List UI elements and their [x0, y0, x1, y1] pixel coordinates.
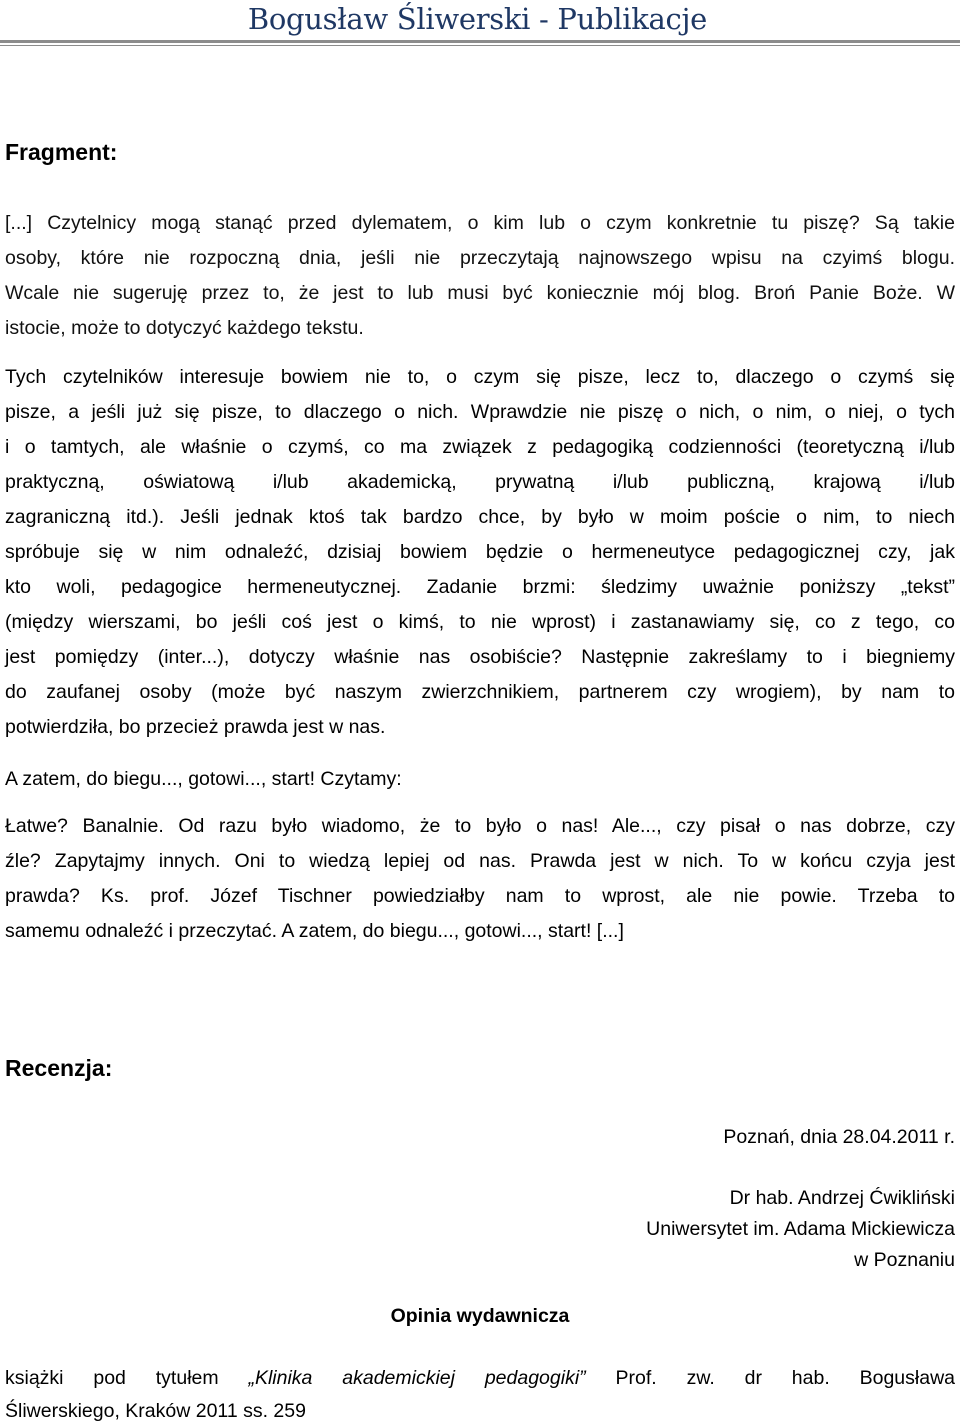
reviewer-block	[646, 1183, 955, 1276]
p2-line: pisze, a jeśli już się pisze, to dlaczego o nich. Wprawdzie nie piszę o nich, o nim, o niej, o tych	[5, 401, 955, 423]
review-heading: Recenzja:	[5, 1055, 113, 1081]
p2-line: i o tamtych, ale właśnie o czymś, co ma związek z pedagogiką codzienności (teoretyczną i/lub	[5, 436, 955, 458]
p2-line: kto woli, pedagogice hermeneutycznej. Zadanie brzmi: śledzimy uważnie poniższy „tekst”	[5, 576, 955, 598]
p1-line: Wcale nie sugeruję przez to, że jest to lub musi być koniecznie mój blog. Broń Panie Boże. W	[5, 282, 955, 304]
reviewer-institution: Uniwersytet im. Adama Mickiewicza	[646, 1218, 955, 1240]
p4-line: samemu odnaleźć i przeczytać. A zatem, do biegu..., gotowi..., start! [...]	[5, 920, 624, 942]
fragment-heading: Fragment:	[5, 139, 118, 165]
book-description	[5, 1362, 955, 1428]
fragment-paragraph-4	[5, 809, 955, 949]
p2-line: zagraniczną itd.). Jeśli jednak ktoś tak bardzo chce, by było w moim poście o nim, to niech	[5, 506, 955, 528]
book-line-2: Śliwerskiego, Kraków 2011 ss. 259	[5, 1400, 306, 1422]
p2-line: spróbuje się w nim odnaleźć, dzisiaj bowiem będzie o hermeneutyce pedagogicznej czy, jak	[5, 541, 955, 563]
p2-line: jest pomiędzy (inter...), dotyczy właśnie nas osobiście? Następnie zakreślamy to i biegniemy	[5, 646, 955, 668]
opinion-title: Opinia wydawnicza	[390, 1305, 570, 1327]
book-line-pre: książki pod tytułem	[5, 1367, 219, 1389]
header-rule-thin	[0, 45, 960, 46]
p4-line: Łatwe? Banalnie. Od razu było wiadomo, że to było o nas! Ale..., czy pisał o nas dobrze, czy	[5, 815, 955, 837]
p2-line: Tych czytelników interesuje bowiem nie to, o czym się pisze, lecz to, dlaczego o czymś się	[5, 366, 955, 388]
place-date: Poznań, dnia 28.04.2011 r.	[723, 1126, 955, 1148]
p2-line: (między wierszami, bo jeśli coś jest o kimś, to nie wprost) i zastanawiamy się, co z tego, co	[5, 611, 955, 633]
book-line-1	[5, 1362, 955, 1395]
fragment-paragraph-1	[5, 206, 955, 346]
header-rule-thick	[0, 40, 960, 43]
book-title: „Klinika akademickiej pedagogiki”	[248, 1367, 586, 1389]
book-line-post: Prof. zw. dr hab. Bogusława	[615, 1367, 955, 1389]
p1-line: [...] Czytelnicy mogą stanąć przed dylematem, o kim lub o czym konkretnie tu piszę? Są takie	[5, 212, 955, 234]
p2-line: do zaufanej osoby (może być naszym zwierzchnikiem, partnerem czy wrogiem), by nam to	[5, 681, 955, 703]
p2-line: praktyczną, oświatową i/lub akademicką, prywatną i/lub publiczną, krajową i/lub	[5, 471, 955, 493]
fragment-paragraph-2	[5, 360, 955, 745]
p2-line: potwierdziła, bo przecież prawda jest w nas.	[5, 716, 386, 738]
p4-line: prawda? Ks. prof. Józef Tischner powiedziałby nam to wprost, ale nie powie. Trzeba to	[5, 885, 955, 907]
reviewer-name: Dr hab. Andrzej Ćwikliński	[729, 1187, 955, 1209]
page-header	[0, 0, 960, 46]
reviewer-city: w Poznaniu	[854, 1249, 955, 1271]
p3-line: A zatem, do biegu..., gotowi..., start! Czytamy:	[5, 768, 402, 790]
fragment-paragraph-3	[5, 762, 955, 797]
header-title: Bogusław Śliwerski - Publikacje	[247, 2, 707, 36]
p1-line: osoby, które nie rozpoczną dnia, jeśli nie przeczytają najnowszego wpisu na czyimś blogu.	[5, 247, 955, 269]
p1-line: istocie, może to dotyczyć każdego tekstu.	[5, 317, 364, 339]
p4-line: źle? Zapytajmy innych. Oni to wiedzą lepiej od nas. Prawda jest w nich. To w końcu czyja jest	[5, 850, 955, 872]
